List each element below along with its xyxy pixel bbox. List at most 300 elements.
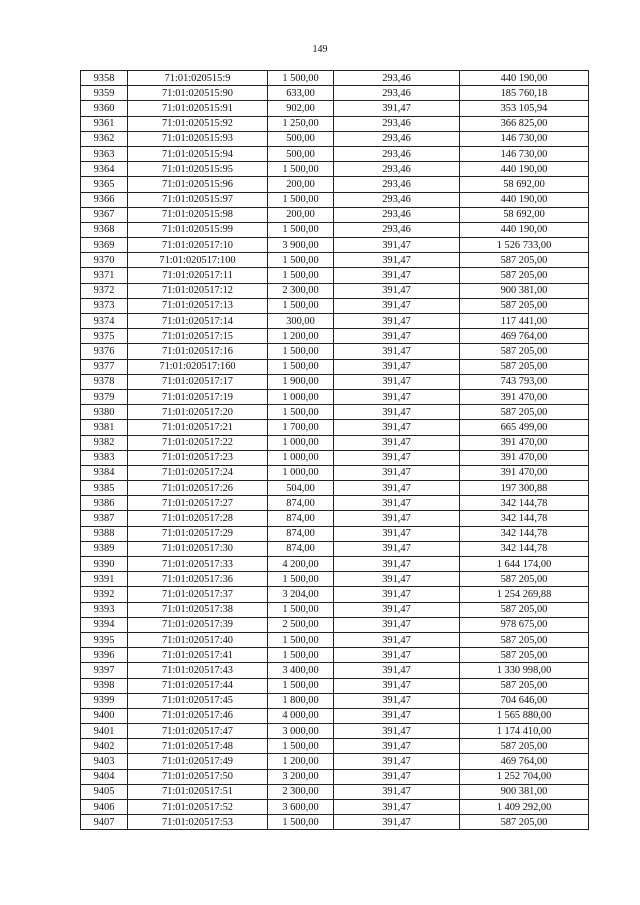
cadastral-number-cell: 71:01:020517:16 [128, 344, 268, 359]
rate-cell: 391,47 [334, 420, 460, 435]
area-cell: 1 500,00 [268, 648, 334, 663]
cadastral-number-cell: 71:01:020515:9 [128, 71, 268, 86]
table-row [81, 435, 589, 450]
cadastral-number-cell: 71:01:020517:20 [128, 405, 268, 420]
cadastral-number-cell: 71:01:020517:37 [128, 587, 268, 602]
value-cell: 587 205,00 [460, 602, 589, 617]
table-row [81, 268, 589, 283]
cadastral-number-cell: 71:01:020517:21 [128, 420, 268, 435]
value-cell: 342 144,78 [460, 496, 589, 511]
value-cell: 587 205,00 [460, 815, 589, 830]
table-row [81, 754, 589, 769]
table-row [81, 602, 589, 617]
table-row [81, 374, 589, 389]
value-cell: 58 692,00 [460, 207, 589, 222]
row-number-cell: 9367 [81, 207, 128, 222]
value-cell: 342 144,78 [460, 526, 589, 541]
row-number-cell: 9392 [81, 587, 128, 602]
value-cell: 1 644 174,00 [460, 557, 589, 572]
cadastral-number-cell: 71:01:020517:24 [128, 465, 268, 480]
rate-cell: 293,46 [334, 222, 460, 237]
value-cell: 440 190,00 [460, 162, 589, 177]
value-cell: 587 205,00 [460, 298, 589, 313]
area-cell: 1 500,00 [268, 344, 334, 359]
cadastral-number-cell: 71:01:020517:29 [128, 526, 268, 541]
rate-cell: 391,47 [334, 602, 460, 617]
row-number-cell: 9358 [81, 71, 128, 86]
table-row [81, 663, 589, 678]
table-row [81, 557, 589, 572]
table-row [81, 253, 589, 268]
area-cell: 1 500,00 [268, 602, 334, 617]
table-row [81, 192, 589, 207]
rate-cell: 391,47 [334, 359, 460, 374]
value-cell: 440 190,00 [460, 222, 589, 237]
rate-cell: 391,47 [334, 450, 460, 465]
table-row [81, 298, 589, 313]
value-cell: 1 565 880,00 [460, 708, 589, 723]
cadastral-number-cell: 71:01:020517:41 [128, 648, 268, 663]
area-cell: 1 500,00 [268, 71, 334, 86]
area-cell: 500,00 [268, 146, 334, 161]
cadastral-number-cell: 71:01:020515:96 [128, 177, 268, 192]
row-number-cell: 9398 [81, 678, 128, 693]
cadastral-number-cell: 71:01:020515:95 [128, 162, 268, 177]
table-row [81, 511, 589, 526]
table-row [81, 784, 589, 799]
cadastral-number-cell: 71:01:020517:33 [128, 557, 268, 572]
area-cell: 874,00 [268, 511, 334, 526]
table-row [81, 177, 589, 192]
rate-cell: 293,46 [334, 86, 460, 101]
rate-cell: 391,47 [334, 511, 460, 526]
cadastral-number-cell: 71:01:020515:90 [128, 86, 268, 101]
row-number-cell: 9381 [81, 420, 128, 435]
row-number-cell: 9405 [81, 784, 128, 799]
cadastral-number-cell: 71:01:020517:43 [128, 663, 268, 678]
value-cell: 1 174 410,00 [460, 724, 589, 739]
value-cell: 587 205,00 [460, 268, 589, 283]
table-row [81, 678, 589, 693]
row-number-cell: 9363 [81, 146, 128, 161]
area-cell: 874,00 [268, 496, 334, 511]
rate-cell: 293,46 [334, 131, 460, 146]
cadastral-number-cell: 71:01:020517:40 [128, 632, 268, 647]
row-number-cell: 9404 [81, 769, 128, 784]
value-cell: 587 205,00 [460, 253, 589, 268]
area-cell: 3 900,00 [268, 238, 334, 253]
area-cell: 3 204,00 [268, 587, 334, 602]
rate-cell: 391,47 [334, 754, 460, 769]
area-cell: 200,00 [268, 207, 334, 222]
value-cell: 391 470,00 [460, 435, 589, 450]
table-row [81, 116, 589, 131]
cadastral-number-cell: 71:01:020517:46 [128, 708, 268, 723]
value-cell: 1 330 998,00 [460, 663, 589, 678]
cadastral-number-cell: 71:01:020517:22 [128, 435, 268, 450]
area-cell: 300,00 [268, 314, 334, 329]
area-cell: 4 000,00 [268, 708, 334, 723]
table-row [81, 314, 589, 329]
value-cell: 58 692,00 [460, 177, 589, 192]
row-number-cell: 9403 [81, 754, 128, 769]
cadastral-number-cell: 71:01:020517:44 [128, 678, 268, 693]
rate-cell: 391,47 [334, 253, 460, 268]
table-body [81, 71, 589, 830]
row-number-cell: 9372 [81, 283, 128, 298]
area-cell: 504,00 [268, 481, 334, 496]
table-row [81, 708, 589, 723]
rate-cell: 391,47 [334, 101, 460, 116]
row-number-cell: 9361 [81, 116, 128, 131]
value-cell: 1 526 733,00 [460, 238, 589, 253]
cadastral-number-cell: 71:01:020517:11 [128, 268, 268, 283]
row-number-cell: 9383 [81, 450, 128, 465]
area-cell: 3 200,00 [268, 769, 334, 784]
rate-cell: 391,47 [334, 435, 460, 450]
cadastral-number-cell: 71:01:020517:51 [128, 784, 268, 799]
rate-cell: 391,47 [334, 587, 460, 602]
row-number-cell: 9380 [81, 405, 128, 420]
row-number-cell: 9375 [81, 329, 128, 344]
row-number-cell: 9366 [81, 192, 128, 207]
row-number-cell: 9386 [81, 496, 128, 511]
value-cell: 391 470,00 [460, 389, 589, 404]
row-number-cell: 9373 [81, 298, 128, 313]
value-cell: 1 252 704,00 [460, 769, 589, 784]
value-cell: 342 144,78 [460, 541, 589, 556]
row-number-cell: 9394 [81, 617, 128, 632]
cadastral-number-cell: 71:01:020515:98 [128, 207, 268, 222]
value-cell: 587 205,00 [460, 678, 589, 693]
row-number-cell: 9401 [81, 724, 128, 739]
area-cell: 1 500,00 [268, 192, 334, 207]
value-cell: 900 381,00 [460, 784, 589, 799]
row-number-cell: 9370 [81, 253, 128, 268]
value-cell: 185 760,18 [460, 86, 589, 101]
cadastral-number-cell: 71:01:020517:28 [128, 511, 268, 526]
rate-cell: 391,47 [334, 663, 460, 678]
table-row [81, 101, 589, 116]
rate-cell: 391,47 [334, 268, 460, 283]
rate-cell: 391,47 [334, 465, 460, 480]
rate-cell: 391,47 [334, 678, 460, 693]
area-cell: 1 900,00 [268, 374, 334, 389]
table-row [81, 496, 589, 511]
cadastral-number-cell: 71:01:020517:53 [128, 815, 268, 830]
table-row [81, 450, 589, 465]
value-cell: 469 764,00 [460, 329, 589, 344]
table-row [81, 800, 589, 815]
cadastral-number-cell: 71:01:020517:49 [128, 754, 268, 769]
area-cell: 1 000,00 [268, 450, 334, 465]
row-number-cell: 9393 [81, 602, 128, 617]
row-number-cell: 9384 [81, 465, 128, 480]
row-number-cell: 9360 [81, 101, 128, 116]
value-cell: 587 205,00 [460, 739, 589, 754]
cadastral-number-cell: 71:01:020515:92 [128, 116, 268, 131]
row-number-cell: 9388 [81, 526, 128, 541]
table-row [81, 238, 589, 253]
rate-cell: 391,47 [334, 283, 460, 298]
value-cell: 587 205,00 [460, 572, 589, 587]
area-cell: 1 500,00 [268, 268, 334, 283]
area-cell: 874,00 [268, 526, 334, 541]
table-row [81, 572, 589, 587]
rate-cell: 391,47 [334, 708, 460, 723]
table-row [81, 146, 589, 161]
table-row [81, 162, 589, 177]
row-number-cell: 9400 [81, 708, 128, 723]
row-number-cell: 9368 [81, 222, 128, 237]
value-cell: 391 470,00 [460, 450, 589, 465]
row-number-cell: 9371 [81, 268, 128, 283]
value-cell: 197 300,88 [460, 481, 589, 496]
area-cell: 1 500,00 [268, 572, 334, 587]
rate-cell: 293,46 [334, 116, 460, 131]
table-row [81, 283, 589, 298]
cadastral-number-cell: 71:01:020517:36 [128, 572, 268, 587]
rate-cell: 391,47 [334, 693, 460, 708]
value-cell: 704 646,00 [460, 693, 589, 708]
cadastral-number-cell: 71:01:020517:45 [128, 693, 268, 708]
row-number-cell: 9390 [81, 557, 128, 572]
cadastral-number-cell: 71:01:020515:97 [128, 192, 268, 207]
table-row [81, 739, 589, 754]
rate-cell: 293,46 [334, 71, 460, 86]
row-number-cell: 9379 [81, 389, 128, 404]
row-number-cell: 9402 [81, 739, 128, 754]
value-cell: 587 205,00 [460, 632, 589, 647]
row-number-cell: 9382 [81, 435, 128, 450]
value-cell: 743 793,00 [460, 374, 589, 389]
area-cell: 1 500,00 [268, 162, 334, 177]
table-row [81, 648, 589, 663]
value-cell: 978 675,00 [460, 617, 589, 632]
area-cell: 1 500,00 [268, 405, 334, 420]
cadastral-number-cell: 71:01:020517:38 [128, 602, 268, 617]
cadastral-number-cell: 71:01:020515:91 [128, 101, 268, 116]
area-cell: 1 500,00 [268, 739, 334, 754]
row-number-cell: 9359 [81, 86, 128, 101]
value-cell: 146 730,00 [460, 131, 589, 146]
rate-cell: 391,47 [334, 648, 460, 663]
value-cell: 440 190,00 [460, 71, 589, 86]
cadastral-number-cell: 71:01:020517:23 [128, 450, 268, 465]
area-cell: 1 000,00 [268, 465, 334, 480]
cadastral-table [80, 70, 589, 830]
value-cell: 342 144,78 [460, 511, 589, 526]
row-number-cell: 9365 [81, 177, 128, 192]
row-number-cell: 9389 [81, 541, 128, 556]
row-number-cell: 9407 [81, 815, 128, 830]
area-cell: 1 500,00 [268, 632, 334, 647]
rate-cell: 391,47 [334, 769, 460, 784]
row-number-cell: 9395 [81, 632, 128, 647]
table-row [81, 541, 589, 556]
rate-cell: 391,47 [334, 496, 460, 511]
rate-cell: 391,47 [334, 314, 460, 329]
area-cell: 1 200,00 [268, 329, 334, 344]
rate-cell: 391,47 [334, 374, 460, 389]
area-cell: 3 400,00 [268, 663, 334, 678]
cadastral-number-cell: 71:01:020517:12 [128, 283, 268, 298]
rate-cell: 391,47 [334, 632, 460, 647]
table-row [81, 86, 589, 101]
rate-cell: 293,46 [334, 162, 460, 177]
cadastral-number-cell: 71:01:020517:10 [128, 238, 268, 253]
value-cell: 1 254 269,88 [460, 587, 589, 602]
row-number-cell: 9399 [81, 693, 128, 708]
value-cell: 587 205,00 [460, 648, 589, 663]
area-cell: 1 700,00 [268, 420, 334, 435]
rate-cell: 391,47 [334, 526, 460, 541]
value-cell: 146 730,00 [460, 146, 589, 161]
table-row [81, 329, 589, 344]
area-cell: 1 500,00 [268, 222, 334, 237]
cadastral-number-cell: 71:01:020517:47 [128, 724, 268, 739]
area-cell: 1 500,00 [268, 359, 334, 374]
cadastral-number-cell: 71:01:020517:13 [128, 298, 268, 313]
area-cell: 1 500,00 [268, 678, 334, 693]
rate-cell: 391,47 [334, 298, 460, 313]
table-row [81, 481, 589, 496]
row-number-cell: 9397 [81, 663, 128, 678]
rate-cell: 391,47 [334, 784, 460, 799]
row-number-cell: 9391 [81, 572, 128, 587]
value-cell: 587 205,00 [460, 405, 589, 420]
row-number-cell: 9362 [81, 131, 128, 146]
cadastral-number-cell: 71:01:020517:48 [128, 739, 268, 754]
area-cell: 1 000,00 [268, 435, 334, 450]
table-row [81, 769, 589, 784]
table-row [81, 222, 589, 237]
table-row [81, 389, 589, 404]
value-cell: 587 205,00 [460, 344, 589, 359]
row-number-cell: 9374 [81, 314, 128, 329]
table-row [81, 71, 589, 86]
rate-cell: 391,47 [334, 238, 460, 253]
table-row [81, 632, 589, 647]
area-cell: 1 500,00 [268, 298, 334, 313]
rate-cell: 391,47 [334, 481, 460, 496]
row-number-cell: 9385 [81, 481, 128, 496]
value-cell: 1 409 292,00 [460, 800, 589, 815]
cadastral-number-cell: 71:01:020517:50 [128, 769, 268, 784]
row-number-cell: 9396 [81, 648, 128, 663]
rate-cell: 391,47 [334, 724, 460, 739]
value-cell: 587 205,00 [460, 359, 589, 374]
table-row [81, 617, 589, 632]
rate-cell: 391,47 [334, 329, 460, 344]
table-row [81, 359, 589, 374]
value-cell: 391 470,00 [460, 465, 589, 480]
value-cell: 117 441,00 [460, 314, 589, 329]
table-row [81, 815, 589, 830]
rate-cell: 391,47 [334, 344, 460, 359]
page-number: 149 [312, 44, 328, 55]
rate-cell: 293,46 [334, 207, 460, 222]
table-row [81, 526, 589, 541]
area-cell: 1 500,00 [268, 253, 334, 268]
rate-cell: 391,47 [334, 557, 460, 572]
rate-cell: 391,47 [334, 405, 460, 420]
cadastral-number-cell: 71:01:020517:26 [128, 481, 268, 496]
rate-cell: 391,47 [334, 541, 460, 556]
rate-cell: 293,46 [334, 177, 460, 192]
area-cell: 1 200,00 [268, 754, 334, 769]
cadastral-number-cell: 71:01:020517:39 [128, 617, 268, 632]
rate-cell: 293,46 [334, 192, 460, 207]
cadastral-number-cell: 71:01:020517:17 [128, 374, 268, 389]
area-cell: 1 000,00 [268, 389, 334, 404]
value-cell: 353 105,94 [460, 101, 589, 116]
cadastral-number-cell: 71:01:020515:93 [128, 131, 268, 146]
row-number-cell: 9406 [81, 800, 128, 815]
table-row [81, 131, 589, 146]
area-cell: 874,00 [268, 541, 334, 556]
area-cell: 2 500,00 [268, 617, 334, 632]
area-cell: 902,00 [268, 101, 334, 116]
row-number-cell: 9387 [81, 511, 128, 526]
row-number-cell: 9376 [81, 344, 128, 359]
value-cell: 366 825,00 [460, 116, 589, 131]
cadastral-number-cell: 71:01:020517:15 [128, 329, 268, 344]
value-cell: 440 190,00 [460, 192, 589, 207]
cadastral-number-cell: 71:01:020517:100 [128, 253, 268, 268]
cadastral-number-cell: 71:01:020517:27 [128, 496, 268, 511]
cadastral-number-cell: 71:01:020517:19 [128, 389, 268, 404]
area-cell: 2 300,00 [268, 283, 334, 298]
rate-cell: 391,47 [334, 815, 460, 830]
value-cell: 900 381,00 [460, 283, 589, 298]
area-cell: 3 600,00 [268, 800, 334, 815]
rate-cell: 391,47 [334, 739, 460, 754]
table-row [81, 465, 589, 480]
table-row [81, 344, 589, 359]
row-number-cell: 9369 [81, 238, 128, 253]
cadastral-number-cell: 71:01:020515:99 [128, 222, 268, 237]
rate-cell: 391,47 [334, 617, 460, 632]
area-cell: 1 500,00 [268, 815, 334, 830]
table-row [81, 405, 589, 420]
cadastral-number-cell: 71:01:020517:30 [128, 541, 268, 556]
rate-cell: 391,47 [334, 389, 460, 404]
cadastral-number-cell: 71:01:020517:52 [128, 800, 268, 815]
table-row [81, 693, 589, 708]
rate-cell: 293,46 [334, 146, 460, 161]
area-cell: 200,00 [268, 177, 334, 192]
area-cell: 633,00 [268, 86, 334, 101]
table-row [81, 420, 589, 435]
table-row [81, 724, 589, 739]
area-cell: 3 000,00 [268, 724, 334, 739]
area-cell: 1 250,00 [268, 116, 334, 131]
value-cell: 469 764,00 [460, 754, 589, 769]
row-number-cell: 9364 [81, 162, 128, 177]
rate-cell: 391,47 [334, 572, 460, 587]
row-number-cell: 9377 [81, 359, 128, 374]
cadastral-number-cell: 71:01:020517:14 [128, 314, 268, 329]
area-cell: 4 200,00 [268, 557, 334, 572]
cadastral-number-cell: 71:01:020517:160 [128, 359, 268, 374]
table-row [81, 587, 589, 602]
cadastral-number-cell: 71:01:020515:94 [128, 146, 268, 161]
row-number-cell: 9378 [81, 374, 128, 389]
table-row [81, 207, 589, 222]
area-cell: 500,00 [268, 131, 334, 146]
area-cell: 2 300,00 [268, 784, 334, 799]
